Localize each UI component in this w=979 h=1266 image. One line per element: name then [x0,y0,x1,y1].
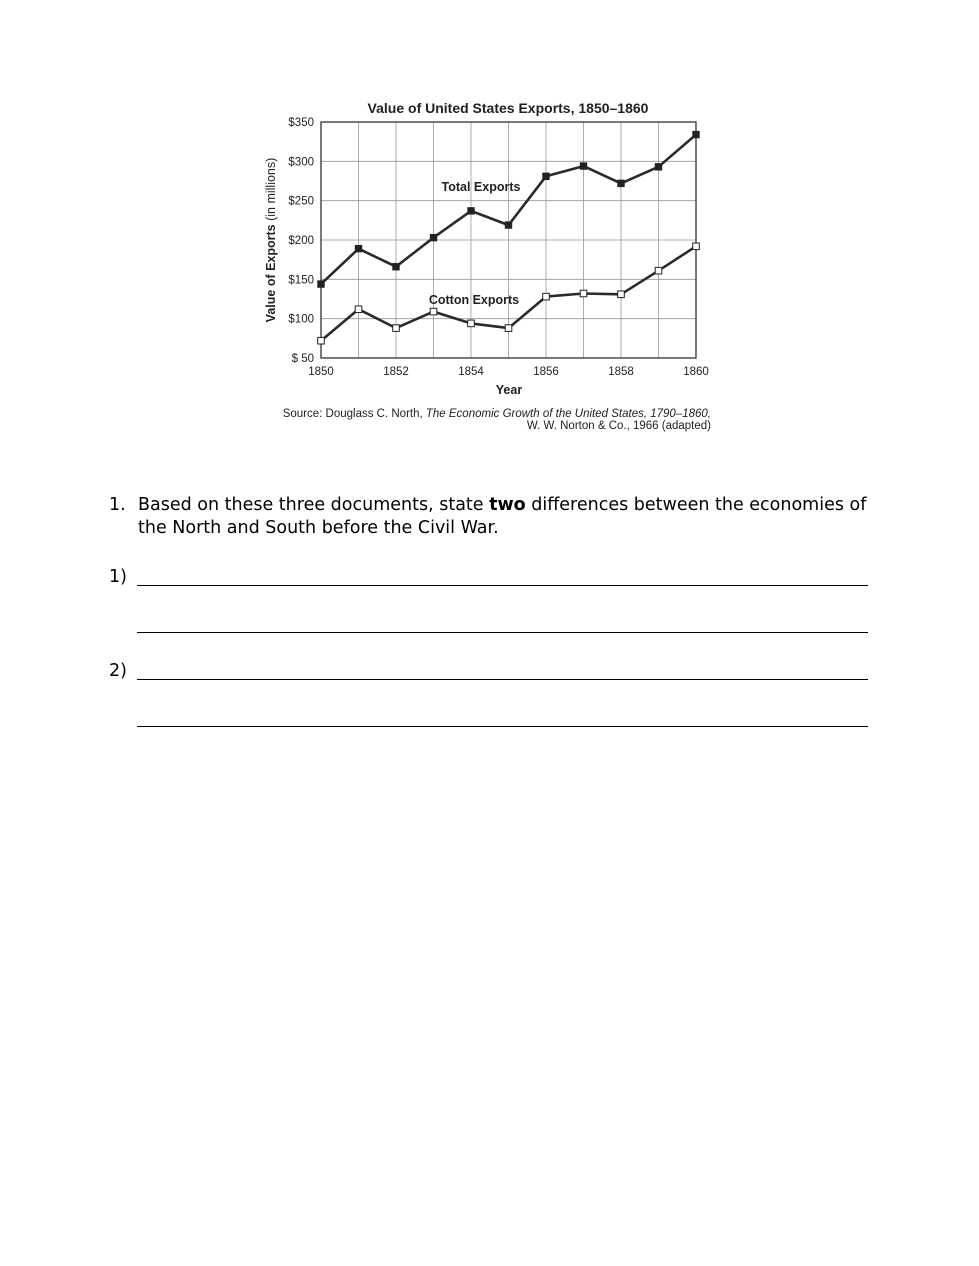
question-number: 1. [109,495,126,515]
x-tick-label: 1854 [458,366,484,378]
data-point-total [505,222,512,229]
series-label-cotton: Cotton Exports [428,293,520,307]
x-tick-label: 1858 [608,366,634,378]
y-tick-label: $300 [288,156,314,169]
data-point-total [580,163,587,170]
data-point-total [430,234,437,241]
y-tick-label: $350 [288,117,314,129]
y-tick-label: $150 [288,274,314,287]
data-point-total [393,263,400,270]
y-tick-label: $250 [288,195,314,208]
data-point-cotton [693,243,700,250]
chart-title: Value of United States Exports, 1850–1860 [367,100,649,116]
data-point-total [355,245,362,252]
data-point-cotton [430,308,437,315]
data-point-total [693,131,700,138]
data-point-total [468,208,475,215]
x-tick-label: 1860 [683,366,709,378]
y-tick-label: $200 [288,235,314,247]
y-axis-label: Value of Exports (in millions) [264,157,278,323]
data-point-cotton [655,267,662,274]
x-tick-label: 1856 [533,366,559,378]
x-tick-label: 1850 [308,366,334,378]
question-text: Based on these three documents, state two differences between the economies of the North and South before the Civil War. [138,495,867,538]
answer-2-line-2[interactable] [137,726,868,727]
data-point-cotton [505,325,512,332]
answer-2-line-1[interactable] [137,679,868,680]
x-axis-label: Year [495,383,523,397]
y-tick-label: $100 [288,313,314,326]
data-point-cotton [355,306,362,313]
data-point-total [618,180,625,187]
y-axis-ticks [288,117,314,365]
chart-source-line2: W. W. Norton & Co., 1966 (adapted) [526,420,711,432]
answer-1-label: 1) [109,567,127,587]
data-point-total [318,281,325,288]
question-emphasis: two [489,495,526,515]
y-tick-label: $ 50 [291,353,314,365]
data-point-cotton [393,325,400,332]
series-label-total: Total Exports [441,180,521,194]
data-point-total [655,164,662,171]
data-point-cotton [468,320,475,327]
x-axis-ticks [308,366,709,378]
chart-grid [321,122,696,358]
chart-source-line1: Source: Douglass C. North, The Economic Growth of the United States, 1790–1860, [282,408,711,420]
exports-line-chart [250,92,730,442]
data-point-cotton [618,291,625,298]
answer-2-label: 2) [109,661,127,681]
answer-1-line-1[interactable] [137,585,868,586]
data-point-cotton [318,337,325,344]
x-tick-label: 1852 [383,366,409,378]
data-point-total [543,173,550,180]
question-1 [109,494,879,540]
data-point-cotton [580,290,587,297]
data-point-cotton [543,293,550,300]
answer-1-line-2[interactable] [137,632,868,633]
